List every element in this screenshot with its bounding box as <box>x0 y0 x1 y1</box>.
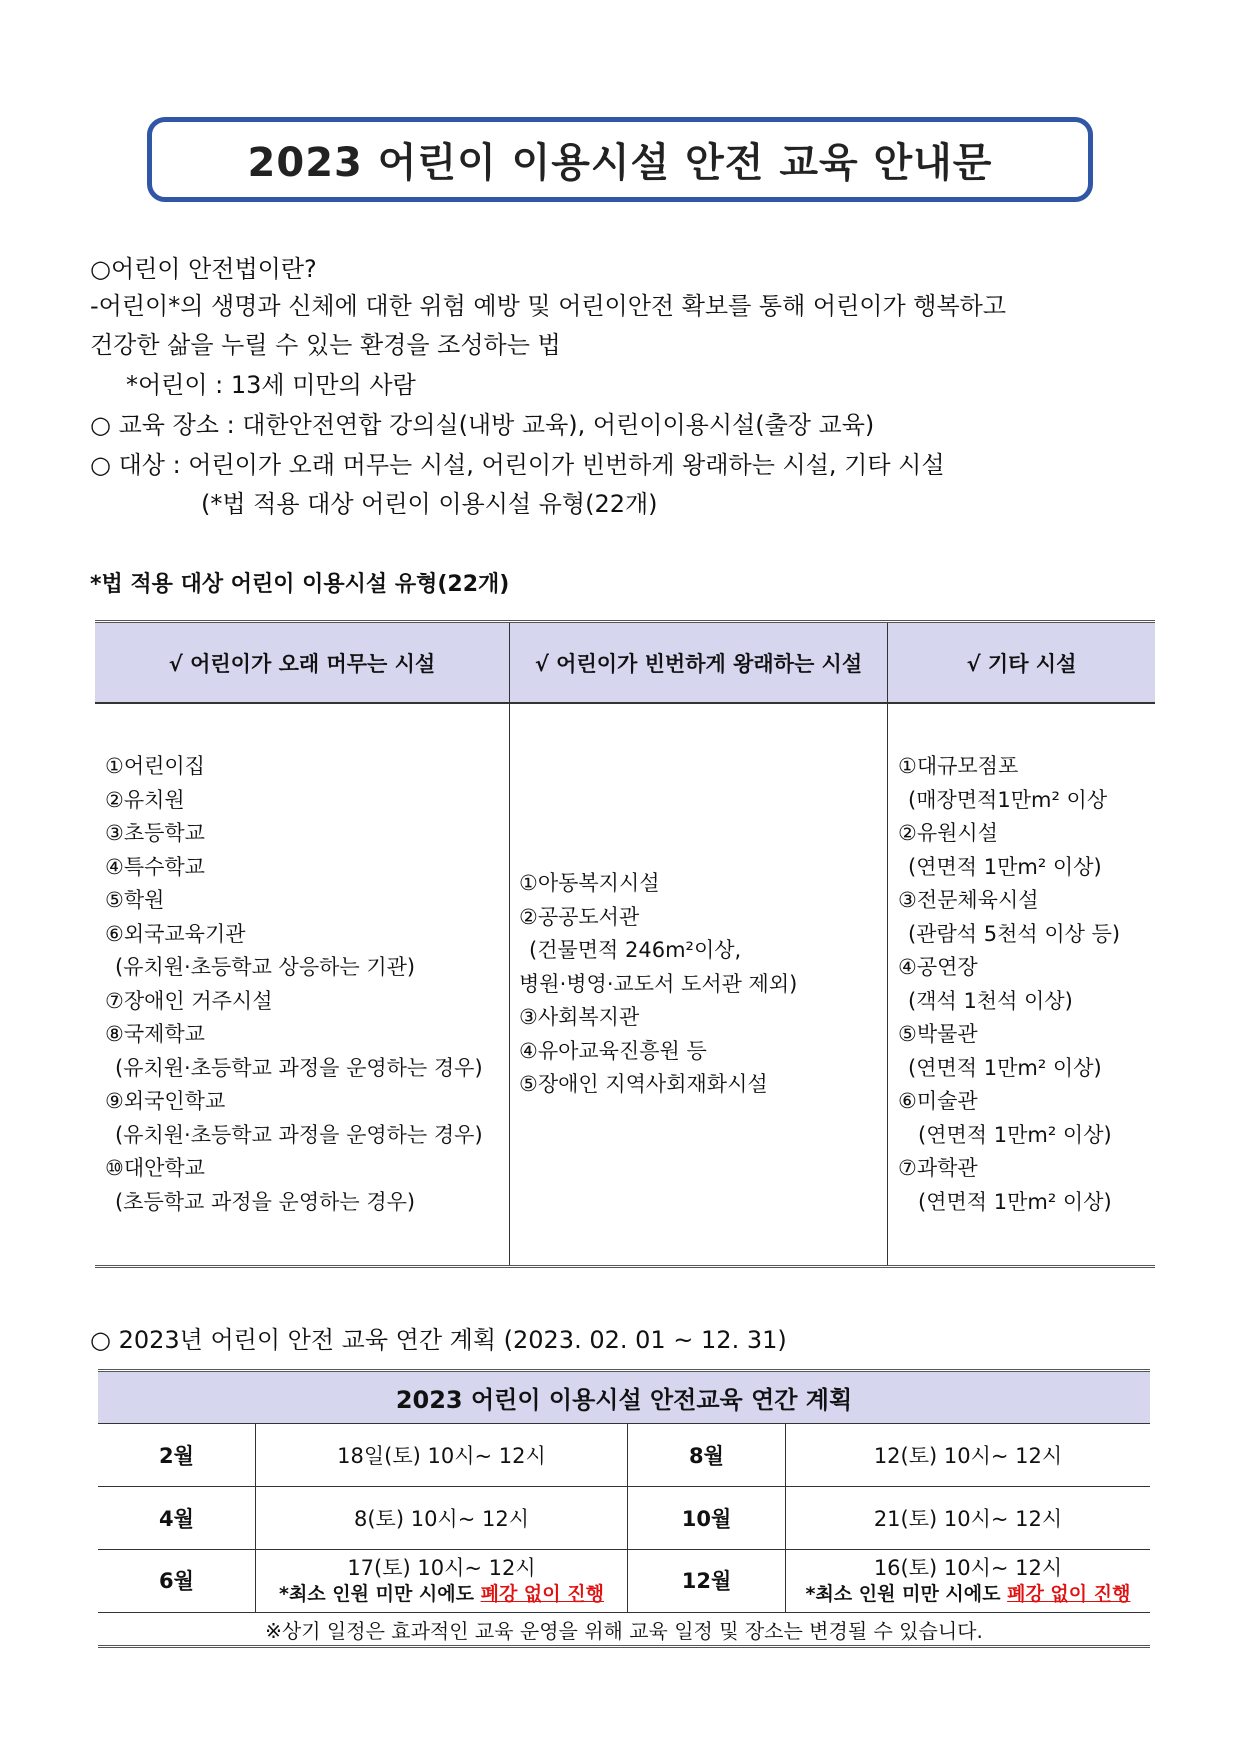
facility-col-frequent <box>510 703 888 1267</box>
list-item: (연면적 1만m² 이상) <box>908 854 1102 879</box>
min-note-prefix: *최소 인원 미만 시에도 <box>805 1583 1008 1605</box>
table-row <box>98 1550 1150 1613</box>
min-note-emphasis: 폐강 없이 진행 <box>1007 1583 1131 1605</box>
month-cell: 8월 <box>628 1424 786 1487</box>
min-note-prefix: *최소 인원 미만 시에도 <box>279 1583 481 1605</box>
facility-heading: *법 적용 대상 어린이 이용시설 유형(22개) <box>90 572 510 597</box>
facility-header-long-stay: √ 어린이가 오래 머무는 시설 <box>95 622 510 704</box>
table-row <box>98 1424 1150 1487</box>
intro-definition-1: -어린이*의 생명과 신체에 대한 위험 예방 및 어린이안전 확보를 통해 어린이가 행복하고 <box>90 292 1007 320</box>
list-item: ①어린이집 <box>105 754 205 778</box>
facility-header-frequent: √ 어린이가 빈번하게 왕래하는 시설 <box>510 622 888 704</box>
time-cell <box>786 1550 1151 1613</box>
schedule-heading: ○ 2023년 어린이 안전 교육 연간 계획 (2023. 02. 01 ~ 12. 31) <box>90 1326 787 1354</box>
list-item: ⑥미술관 <box>898 1089 978 1113</box>
list-item: (객석 1천석 이상) <box>908 988 1073 1013</box>
schedule-footnote: ※상기 일정은 효과적인 교육 운영을 위해 교육 일정 및 장소는 변경될 수 있습니다. <box>98 1613 1150 1647</box>
list-item: ④공연장 <box>898 955 978 979</box>
page-title: 2023 어린이 이용시설 안전 교육 안내문 <box>247 140 993 186</box>
list-item: (건물면적 246m²이상, <box>529 938 742 963</box>
facility-header-other: √ 기타 시설 <box>888 622 1156 704</box>
list-item: (연면적 1만m² 이상) <box>918 1122 1112 1147</box>
list-item: (초등학교 과정을 운영하는 경우) <box>115 1189 416 1214</box>
list-item: ③전문체육시설 <box>898 888 1039 912</box>
intro-target: ○ 대상 : 어린이가 오래 머무는 시설, 어린이가 빈번하게 왕래하는 시설, 기타 시설 <box>90 451 945 479</box>
list-item: (매장면적1만m² 이상 <box>908 787 1108 812</box>
intro-place: ○ 교육 장소 : 대한안전연합 강의실(내방 교육), 어린이이용시설(출장 교육) <box>90 411 875 439</box>
time-cell: 12(토) 10시~ 12시 <box>786 1424 1151 1487</box>
min-note <box>787 1581 1149 1607</box>
intro-target-note: (*법 적용 대상 어린이 이용시설 유형(22개) <box>201 490 658 518</box>
month-cell: 6월 <box>98 1550 256 1613</box>
list-item: (유치원·초등학교 과정을 운영하는 경우) <box>115 1055 483 1080</box>
schedule-table <box>98 1369 1150 1648</box>
list-item: ④유아교육진흥원 등 <box>519 1038 707 1063</box>
list-item: (유치원·초등학교 과정을 운영하는 경우) <box>115 1122 483 1147</box>
facility-col-long-stay <box>95 703 510 1267</box>
time-cell: 21(토) 10시~ 12시 <box>786 1487 1151 1550</box>
intro-question: ○어린이 안전법이란? <box>90 255 317 283</box>
list-item: ⑥외국교육기관 <box>105 921 246 946</box>
list-item: ⑤박물관 <box>898 1022 978 1046</box>
list-item: ②유원시설 <box>898 821 998 845</box>
list-item: (관람석 5천석 이상 등) <box>908 921 1121 946</box>
list-item: ②유치원 <box>105 787 185 812</box>
intro-definition-note: *어린이 : 13세 미만의 사람 <box>126 371 416 399</box>
list-item: (유치원·초등학교 상응하는 기관) <box>115 955 416 979</box>
time-cell: 18일(토) 10시~ 12시 <box>256 1424 628 1487</box>
month-cell: 2월 <box>98 1424 256 1487</box>
month-cell: 10월 <box>628 1487 786 1550</box>
list-item: ④특수학교 <box>105 854 205 879</box>
title-box <box>147 117 1093 202</box>
month-cell: 12월 <box>628 1550 786 1613</box>
list-item: 병원·병영·교도서 도서관 제외) <box>519 971 798 996</box>
list-item: ⑩대안학교 <box>105 1156 205 1180</box>
list-item: ⑧국제학교 <box>105 1022 205 1046</box>
time-cell <box>256 1550 628 1613</box>
list-item: ⑦과학관 <box>898 1156 978 1180</box>
list-item: ③초등학교 <box>105 821 205 845</box>
time-cell: 8(토) 10시~ 12시 <box>256 1487 628 1550</box>
min-note-emphasis: 폐강 없이 진행 <box>480 1583 604 1605</box>
intro-definition-2: 건강한 삶을 누릴 수 있는 환경을 조성하는 법 <box>90 331 561 359</box>
month-cell: 4월 <box>98 1487 256 1550</box>
list-item: ①아동복지시설 <box>519 871 660 896</box>
list-item: (연면적 1만m² 이상) <box>918 1189 1112 1214</box>
time-text: 16(토) 10시~ 12시 <box>873 1556 1063 1580</box>
min-note <box>257 1581 626 1607</box>
list-item: ⑤장애인 지역사회재화시설 <box>519 1072 768 1097</box>
schedule-table-title: 2023 어린이 이용시설 안전교육 연간 계획 <box>98 1371 1150 1424</box>
list-item: ⑤학원 <box>105 888 165 912</box>
list-item: ③사회복지관 <box>519 1005 640 1030</box>
list-item: ①대규모점포 <box>898 754 1019 778</box>
list-item: (연면적 1만m² 이상) <box>908 1055 1102 1080</box>
list-item: ⑨외국인학교 <box>105 1089 226 1113</box>
facility-col-other <box>888 703 1156 1267</box>
table-row <box>98 1487 1150 1550</box>
list-item: ②공공도서관 <box>519 904 640 929</box>
time-text: 17(토) 10시~ 12시 <box>347 1556 536 1580</box>
list-item: ⑦장애인 거주시설 <box>105 988 273 1013</box>
facility-table <box>95 620 1155 1268</box>
